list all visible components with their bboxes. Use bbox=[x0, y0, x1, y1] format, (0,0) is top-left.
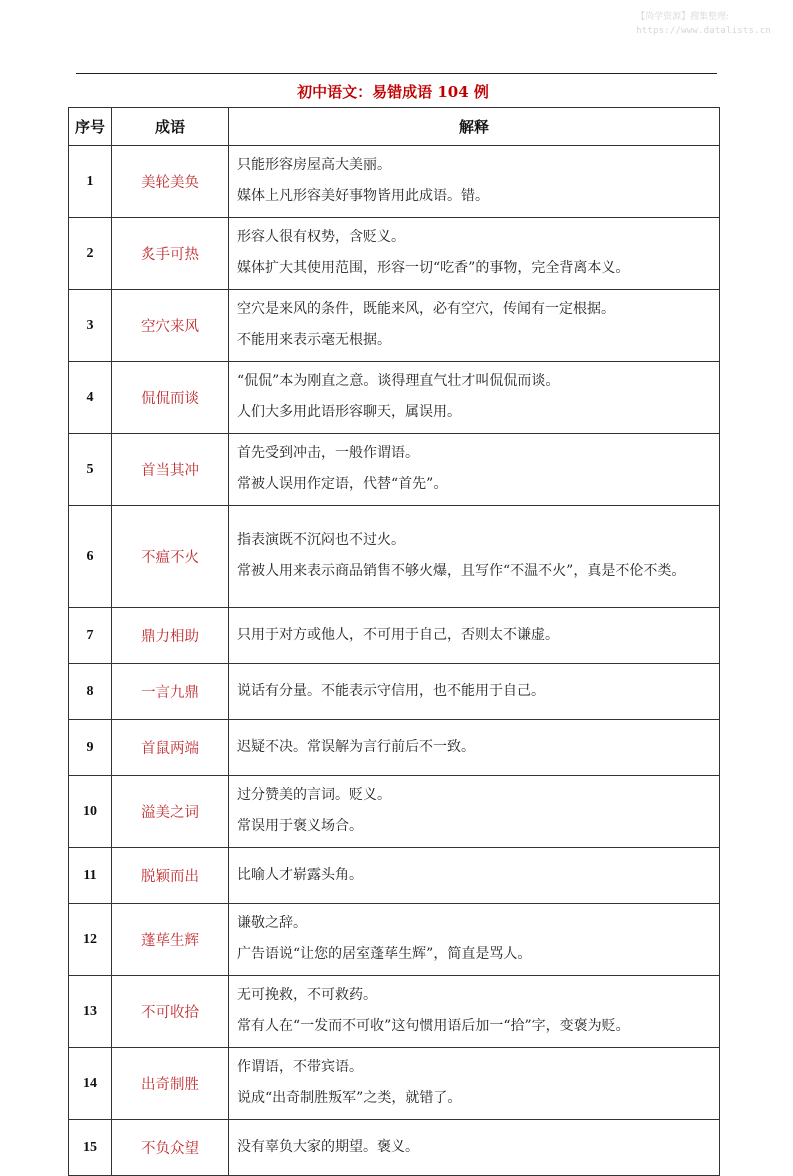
table-row bbox=[69, 218, 720, 290]
row-explanation bbox=[229, 904, 720, 976]
explanation-line: 过分赞美的言词。贬义。 bbox=[237, 787, 391, 803]
row-explanation bbox=[229, 848, 720, 904]
row-explanation bbox=[229, 362, 720, 434]
explanation-line: 只用于对方或他人，不可用于自己，否则太不谦虚。 bbox=[237, 627, 559, 643]
row-idiom: 蓬荜生辉 bbox=[112, 904, 229, 976]
explanation-line: 媒体上凡形容美好事物皆用此成语。错。 bbox=[237, 188, 489, 204]
table-row bbox=[69, 434, 720, 506]
row-explanation bbox=[229, 608, 720, 664]
explanation-line: 人们大多用此语形容聊天，属误用。 bbox=[237, 404, 461, 420]
explanation-line: 空穴是来风的条件，既能来风，必有空穴，传闻有一定根据。 bbox=[237, 301, 615, 317]
row-number: 4 bbox=[69, 362, 112, 434]
table-row bbox=[69, 290, 720, 362]
row-idiom: 不瘟不火 bbox=[112, 506, 229, 608]
table-row bbox=[69, 776, 720, 848]
column-header-idiom: 成语 bbox=[112, 108, 229, 146]
row-explanation bbox=[229, 290, 720, 362]
idiom-table bbox=[68, 107, 720, 1176]
row-idiom: 一言九鼎 bbox=[112, 664, 229, 720]
row-idiom: 炙手可热 bbox=[112, 218, 229, 290]
watermark-source: 【尚学资源】搜集整理: bbox=[636, 12, 730, 22]
explanation-line: “侃侃”本为刚直之意。谈得理直气壮才叫侃侃而谈。 bbox=[237, 373, 560, 389]
row-idiom: 空穴来风 bbox=[112, 290, 229, 362]
explanation-line: 常被人误用作定语，代替“首先”。 bbox=[237, 476, 448, 492]
row-idiom: 脱颖而出 bbox=[112, 848, 229, 904]
row-explanation bbox=[229, 664, 720, 720]
row-idiom: 首鼠两端 bbox=[112, 720, 229, 776]
row-idiom: 鼎力相助 bbox=[112, 608, 229, 664]
row-idiom: 美轮美奂 bbox=[112, 146, 229, 218]
row-explanation bbox=[229, 506, 720, 608]
table-row bbox=[69, 1048, 720, 1120]
table-row bbox=[69, 848, 720, 904]
row-number: 6 bbox=[69, 506, 112, 608]
row-explanation bbox=[229, 218, 720, 290]
explanation-line: 形容人很有权势，含贬义。 bbox=[237, 229, 405, 245]
row-explanation bbox=[229, 720, 720, 776]
header-rule bbox=[76, 73, 717, 74]
row-explanation bbox=[229, 1048, 720, 1120]
table-row bbox=[69, 664, 720, 720]
table-header-row bbox=[69, 108, 720, 146]
explanation-line: 说成“出奇制胜叛军”之类，就错了。 bbox=[237, 1090, 462, 1106]
explanation-line: 比喻人才崭露头角。 bbox=[237, 867, 363, 883]
row-number: 13 bbox=[69, 976, 112, 1048]
explanation-line: 说话有分量。不能表示守信用，也不能用于自己。 bbox=[237, 683, 545, 699]
explanation-line: 媒体扩大其使用范围，形容一切“吃香”的事物，完全背离本义。 bbox=[237, 260, 630, 276]
table-row bbox=[69, 1120, 720, 1176]
document-title: 初中语文：易错成语 104 例 bbox=[297, 83, 489, 101]
row-idiom: 溢美之词 bbox=[112, 776, 229, 848]
table-row bbox=[69, 362, 720, 434]
row-number: 11 bbox=[69, 848, 112, 904]
row-number: 3 bbox=[69, 290, 112, 362]
explanation-line: 不能用来表示毫无根据。 bbox=[237, 332, 391, 348]
explanation-line: 作谓语，不带宾语。 bbox=[237, 1059, 363, 1075]
explanation-line: 没有辜负大家的期望。褒义。 bbox=[237, 1139, 419, 1155]
table-row bbox=[69, 608, 720, 664]
table-row bbox=[69, 904, 720, 976]
row-idiom: 不负众望 bbox=[112, 1120, 229, 1176]
explanation-line: 无可挽救，不可救药。 bbox=[237, 987, 377, 1003]
row-idiom: 不可收拾 bbox=[112, 976, 229, 1048]
row-number: 10 bbox=[69, 776, 112, 848]
explanation-line: 只能形容房屋高大美丽。 bbox=[237, 157, 391, 173]
explanation-line: 迟疑不决。常误解为言行前后不一致。 bbox=[237, 739, 475, 755]
table-row bbox=[69, 146, 720, 218]
row-explanation bbox=[229, 976, 720, 1048]
watermark bbox=[636, 10, 771, 38]
table-row bbox=[69, 720, 720, 776]
row-number: 12 bbox=[69, 904, 112, 976]
row-number: 14 bbox=[69, 1048, 112, 1120]
explanation-line: 谦敬之辞。 bbox=[237, 915, 307, 931]
explanation-line: 指表演既不沉闷也不过火。 bbox=[237, 532, 405, 548]
explanation-line: 常有人在“一发而不可收”这句惯用语后加一“拾”字，变褒为贬。 bbox=[237, 1018, 630, 1034]
row-explanation bbox=[229, 146, 720, 218]
row-number: 8 bbox=[69, 664, 112, 720]
explanation-line: 常误用于褒义场合。 bbox=[237, 818, 363, 834]
column-header-number: 序号 bbox=[69, 108, 112, 146]
column-header-explanation: 解释 bbox=[229, 108, 720, 146]
explanation-line: 常被人用来表示商品销售不够火爆，且写作“不温不火”，真是不伦不类。 bbox=[237, 563, 686, 579]
row-number: 2 bbox=[69, 218, 112, 290]
explanation-line: 广告语说“让您的居室蓬荜生辉”，简直是骂人。 bbox=[237, 946, 532, 962]
explanation-line: 首先受到冲击，一般作谓语。 bbox=[237, 445, 419, 461]
row-number: 15 bbox=[69, 1120, 112, 1176]
row-explanation bbox=[229, 776, 720, 848]
row-number: 9 bbox=[69, 720, 112, 776]
row-idiom: 侃侃而谈 bbox=[112, 362, 229, 434]
row-number: 1 bbox=[69, 146, 112, 218]
watermark-url: https://www.datalists.cn bbox=[636, 26, 771, 36]
row-idiom: 首当其冲 bbox=[112, 434, 229, 506]
row-number: 7 bbox=[69, 608, 112, 664]
table-row bbox=[69, 976, 720, 1048]
table-row bbox=[69, 506, 720, 608]
row-number: 5 bbox=[69, 434, 112, 506]
row-explanation bbox=[229, 434, 720, 506]
row-idiom: 出奇制胜 bbox=[112, 1048, 229, 1120]
row-explanation bbox=[229, 1120, 720, 1176]
